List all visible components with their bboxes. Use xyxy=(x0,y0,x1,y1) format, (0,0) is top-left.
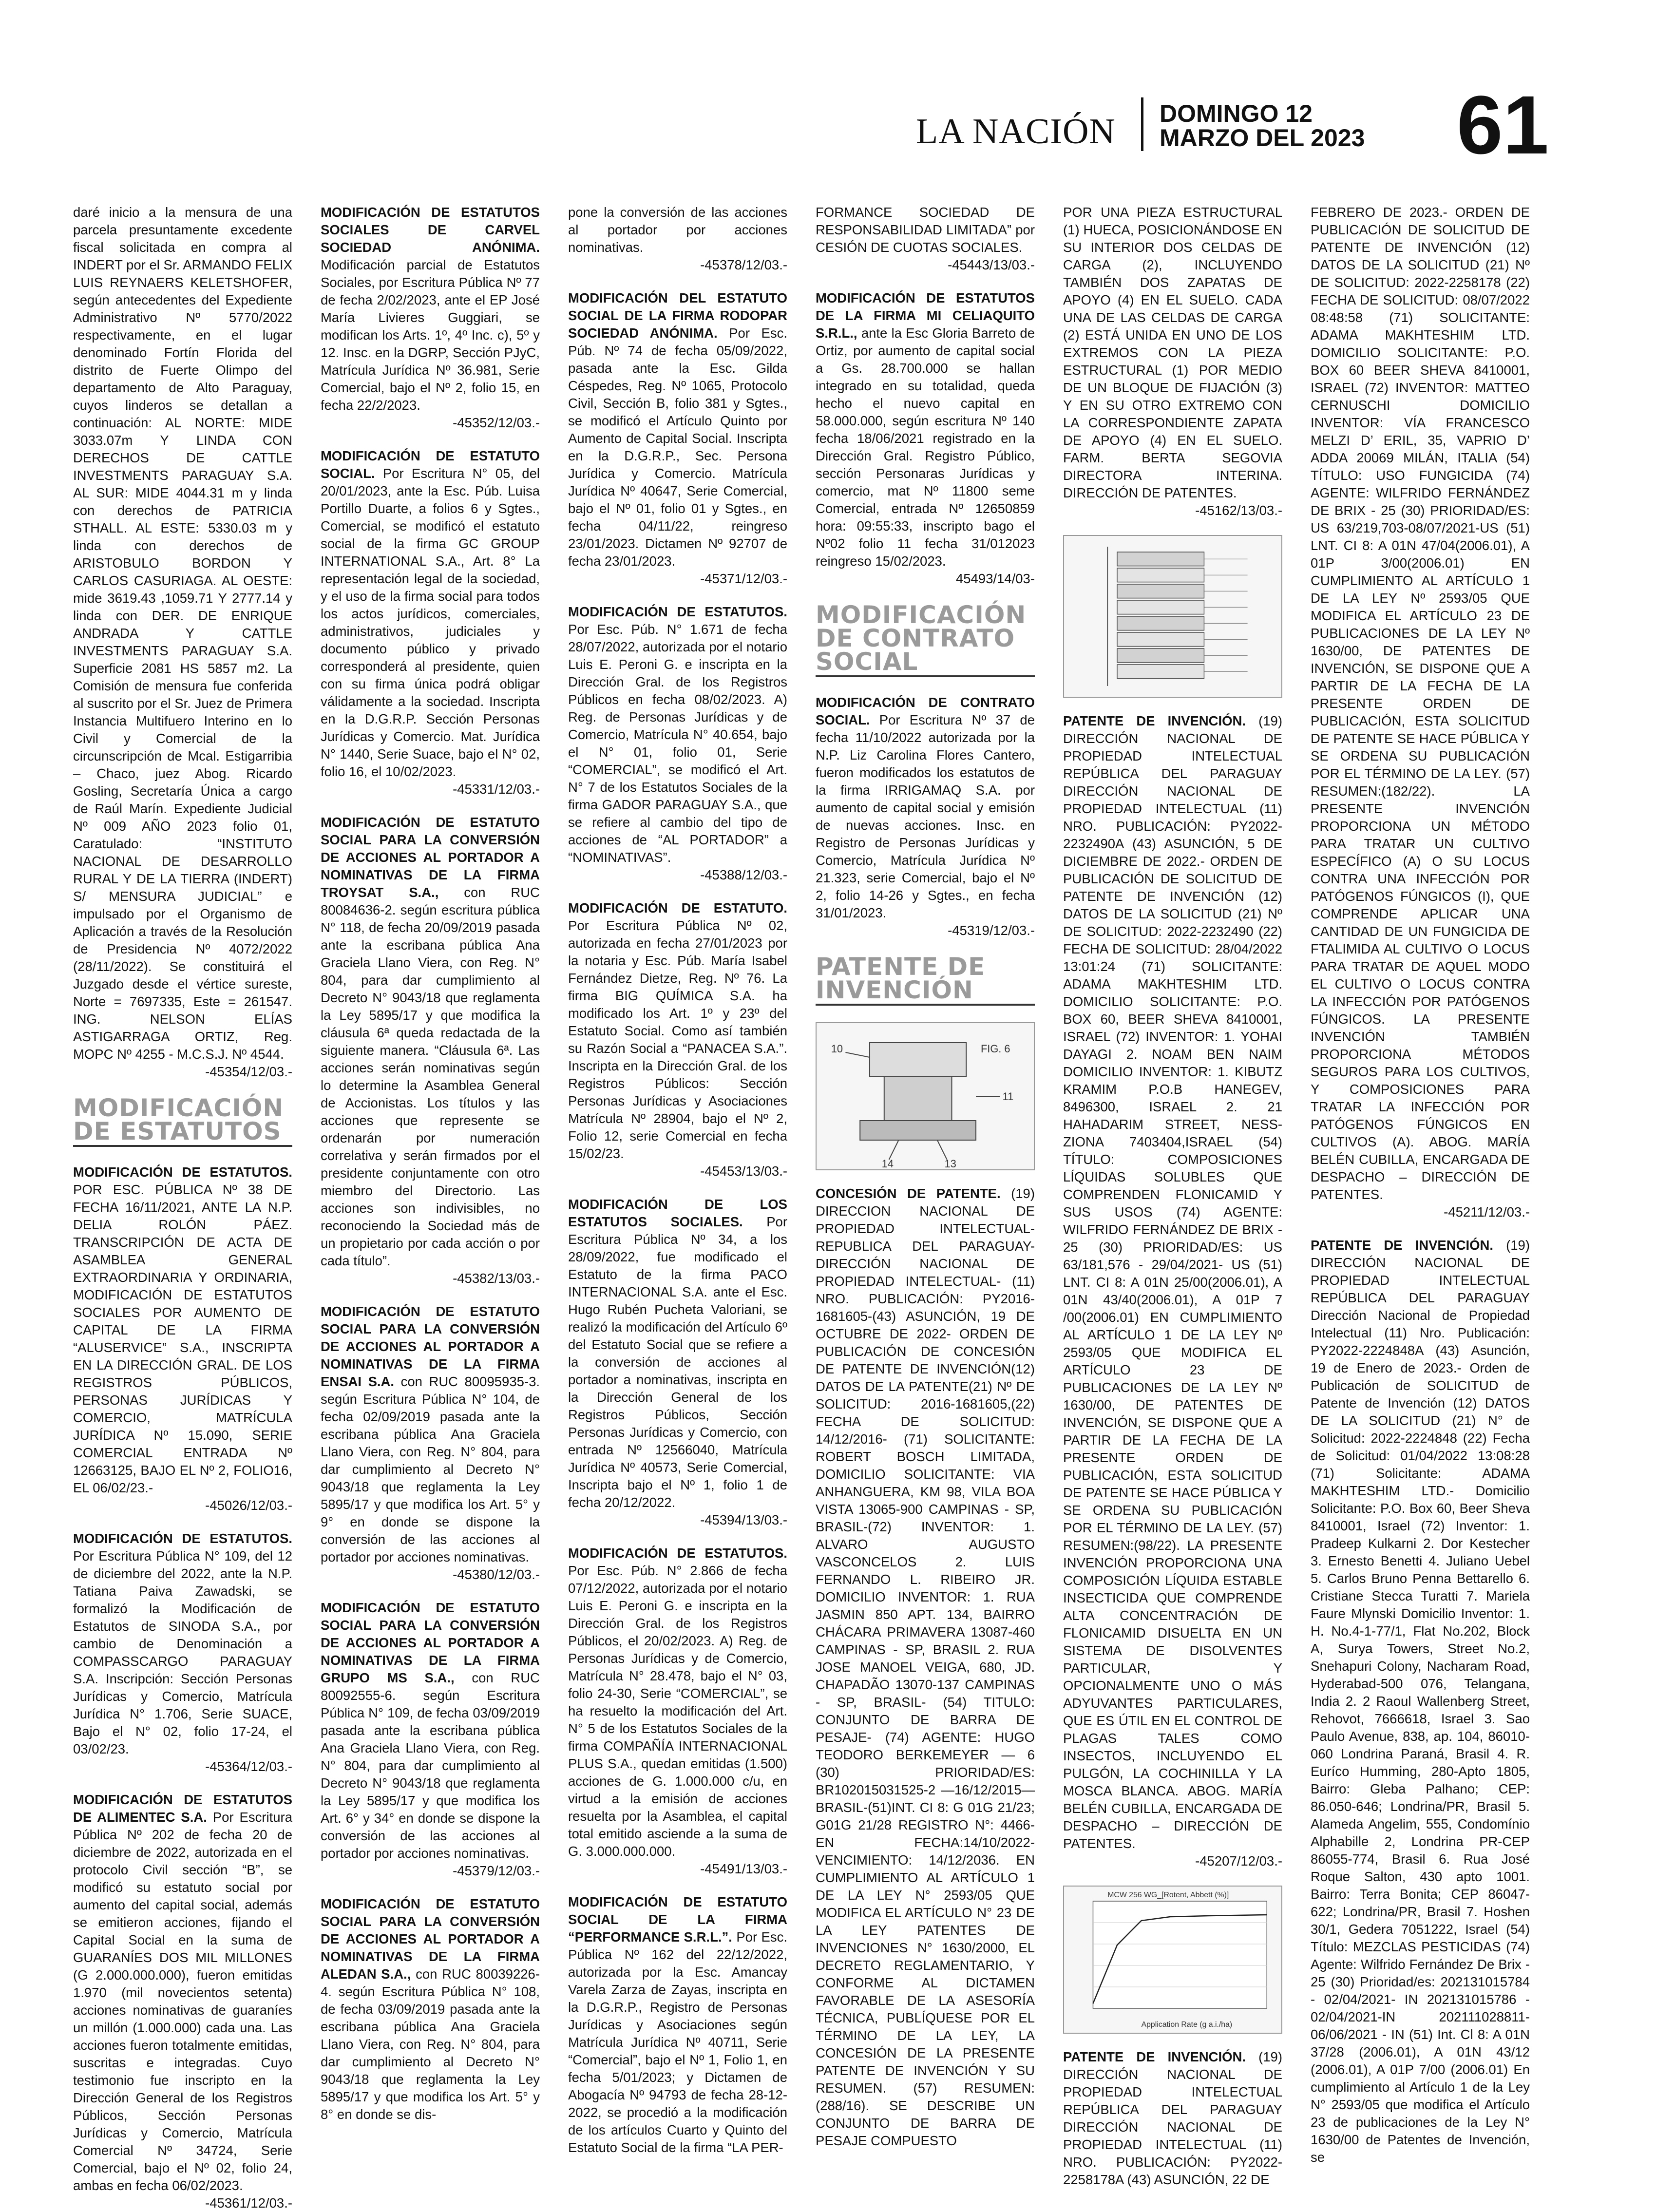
notice xyxy=(1311,1237,1530,2166)
notice-body: Por Escritura N° 05, del 20/01/2023, ante la Esc. Púb. Luisa Portillo Duarte, a folios 6 y Sgtes., Comercial, se modificó el estatuto social de la firma GC GROUP INTERNATIONAL S.A., Art. 8° La representación legal de la sociedad, y el uso de la firma social para todos los actos jurídicos, comerciales, administrativos, judiciales y documento público y privado corresponderá al presidente, quien con su firma única podrá obligar válidamente a la sociedad. Inscripta en la D.G.R.P. Sección Personas Jurídicas y Comercio. Mat. Jurídica N° 1440, Serie Suace, bajo el N° 02, folio 16, el 10/02/2023. xyxy=(321,466,540,779)
structure-layer xyxy=(1117,648,1204,663)
notice-heading: MODIFICACIÓN DE ESTATUTOS DE ALIMENTEC S.A. xyxy=(73,1792,292,1825)
notice-reference: -45026/12/03.- xyxy=(205,1498,292,1513)
figure-label: 14 xyxy=(881,1157,894,1170)
notice xyxy=(1063,712,1282,1870)
device-top-block xyxy=(870,1043,966,1077)
leader-line xyxy=(845,1052,870,1057)
weighing-device-drawing xyxy=(817,1023,1034,1169)
newspaper-name: LA NACIÓN xyxy=(916,112,1116,152)
notice-body: con RUC 80095935-3. según Escritura Pública N° 104, de fecha 02/09/2019 pasada ante la escribana pública Ana Graciela Llano Viera, con Reg. N° 804, para dar cumplimiento al Decreto N° 9043/18 que reglamenta la Ley 5895/17 y que modifica los Art. 5° y 9° en donde se dispone la conversión de las acciones al portador por acciones nominativas. xyxy=(321,1374,540,1564)
notice xyxy=(321,1303,540,1583)
notice-heading: PATENTE DE INVENCIÓN. xyxy=(1311,1238,1494,1253)
notice-body: FEBRERO DE 2023.- ORDEN DE PUBLICACIÓN DE SOLICITUD DE PATENTE DE INVENCIÓN (12) DATOS DE LA SOLICITUD (21) Nº DE SOLICITUD: 2022-2258178 (22) FECHA DE SOLICITUD: 08/07/2022 08:48:58 (71) SOLICITANTE: ADAMA MAKHTESHIM LTD. DOMICILIO SOLICITANTE: P.O. BOX 60 BEER SHEVA 8410001, ISRAEL (72) INVENTOR: MATTEO CERNUSCHI DOMICILIO INVENTOR: VÍA FRANCESCO MELZI D’ ERIL, 35, VAPRIO D’ ADDA 20069 MILÁN, ITALIA (54) TÍTULO: USO FUNGICIDA (74) AGENTE: WILFRIDO FERNÁNDEZ DE BRIX - 25 (30) PRIORIDAD/ES: US 63/219,703-08/07/2021-US (51) LNT. CI 8: A 01N 47/04(2006.01), A 01P 3/00(2006.01) EN CUMPLIMIENTO AL ARTÍCULO 1 DE LA LEY Nº 2593/05 QUE MODIFICA EL ARTÍCULO 23 DE PUBLICACIONES DE LA LEY Nº 1630/00, DE PATENTES DE INVENCIÓN, SE DISPONE QUE A PARTIR DE LA FECHA DE LA PRESENTE ORDEN DE PUBLICACIÓN, ESTA SOLICITUD DE PATENTE SE HACE PÚBLICA Y SE ORDENA SU PUBLICACIÓN POR EL TÉRMINO DE LA LEY. (57) RESUMEN:(182/22). LA PRESENTE INVENCIÓN PROPORCIONA UN MÉTODO PARA TRATAR UN CULTIVO ESPECÍFICO (A) O SU LOCUS CONTRA UNA INFECCIÓN POR PATÓGENOS FÚNGICOS (I), QUE COMPRENDE APLICAR UNA CANTIDAD DE UN FUNGICIDA DE FTALIMIDA AL CULTIVO O LOCUS PARA TRATAR DE AQUEL MODO EL CULTIVO O LOCUS CONTRA LA INFECCIÓN POR PATÓGENOS FÚNGICOS. LA PRESENTE INVENCIÓN TAMBIÉN PROPORCIONA MÉTODOS SEGUROS PARA LOS CULTIVOS, Y COMPOSICIONES PARA TRATAR LA INFECCIÓN POR PATÓGENOS FÚNGICOS EN CULTIVOS (A). ABOG. MARÍA BELÉN CUBILLA, ENCARGADA DE DESPACHO – DIRECCIÓN DE PATENTES. xyxy=(1311,205,1530,1202)
column-4 xyxy=(816,204,1035,2148)
notice-body: Por Escritura Pública Nº 34, a los 28/09/2022, fue modificado el Estatuto de la firma PACO INTERNACIONAL S.A. ante el Esc. Hugo Rubén Pucheta Valoriani, se realizó la modificación del Artículo 6º del Estatuto Social que se refiere a la conversión de acciones al portador a nominativas, inscripta en la Dirección General de los Registros Públicos, Sección Personas Jurídicas y Comercio, con entrada Nº 12566040, Matrícula Jurídica Nº 40573, Serie Comercial, Inscripta bajo el Nº 1, folio 1 de fecha 20/12/2022. xyxy=(568,1214,787,1510)
notice-body: pone la conversión de las acciones al portador por acciones nominativas. xyxy=(568,205,787,255)
notice-reference: -45388/12/03.- xyxy=(700,867,787,882)
notice xyxy=(568,204,787,274)
notice-body: con RUC 80084636-2. según escritura pública N° 118, de fecha 20/09/2019 pasada ante la escribana pública Ana Graciela Llano Viera, con Reg. N° 804, para dar cumplimiento al Decreto N° 9043/18 que reglamenta la Ley 5895/17 y que modifica la cláusula 6ª queda redactada de la siguiente manera. “Cláusula 6ª. Las acciones serán nominativas según lo determine la Asamblea General de Accionistas. Los títulos y las acciones que represente se ordenarán por numeración correlativa y serán firmados por el presidente conjuntamente con otro miembro del Directorio. Las acciones son indivisibles, no reconociendo la Sociedad más de un propietario por cada acción o por cada título”. xyxy=(321,885,540,1268)
notice-body: Por Esc. Púb. Nº 74 de fecha 05/09/2022, pasada ante la Esc. Gilda Céspedes, Reg. Nº 1065, Protocolo Civil, Sección B, folio 381 y Sgtes., se modificó el Artículo Quinto por Aumento de Capital Social. Inscripta en la D.G.R.P., Sec. Persona Jurídica y Comercio. Matrícula Jurídica Nº 40647, Serie Comercial, bajo el Nº 01, folio 01 y Sgtes., en fecha 04/11/22, reingreso 23/01/2023. Dictamen Nº 92707 de fecha 23/01/2023. xyxy=(568,325,788,569)
notice xyxy=(73,204,292,1081)
graph-frame xyxy=(1093,1901,1267,2008)
notice-heading: PATENTE DE INVENCIÓN. xyxy=(1063,713,1246,728)
stacked-structure-drawing xyxy=(1064,536,1281,697)
notice-reference: -45491/13/03.- xyxy=(700,1861,787,1876)
notice xyxy=(568,1893,787,2156)
notice-reference: -45352/12/03.- xyxy=(453,415,540,430)
notice-heading: MODIFICACIÓN DE ESTATUTOS DE LA FIRMA MI CELIAQUITO S.R.L., xyxy=(816,290,1035,341)
notice xyxy=(568,289,787,588)
notice xyxy=(73,1791,292,2212)
notice-body: POR UNA PIEZA ESTRUCTURAL (1) HUECA, POSICIONÁNDOSE EN SU INTERIOR DOS CELDAS DE CARGA (2), INCLUYENDO TAMBIÉN DOS ZAPATAS DE APOYO (4) EN EL SUELO. CADA UNA DE LAS CELDAS DE CARGA (2) ESTÁ UNIDA EN UNO DE LOS EXTREMOS CON LA PIEZA ESTRUCTURAL (1) POR MEDIO DE UN BLOQUE DE FIJACIÓN (3) Y EN SU OTRO EXTREMO CON LA CORRESPONDIENTE ZAPATA DE APOYO (4) EN EL SUELO. FARM. BERTA SEGOVIA DIRECTORA INTERINA. DIRECCIÓN DE PATENTES. xyxy=(1063,205,1282,500)
section-heading-line: DE ESTATUTOS xyxy=(73,1117,282,1145)
notice xyxy=(816,694,1035,939)
section-heading-line: SOCIAL xyxy=(816,648,918,676)
graph-title: MCW 256 WG_[Rotent, Abbett (%)] xyxy=(1107,1890,1229,1900)
figure-label: 10 xyxy=(831,1042,843,1055)
notice xyxy=(1311,204,1530,1221)
notice xyxy=(568,1545,787,1878)
notice-body: con RUC 80092555-6. según Escritura Pública N° 109, de fecha 03/09/2019 pasada ante la escribana pública Ana Graciela Llano Viera, con Reg. N° 804, para dar cumplimiento al Decreto N° 9043/18 que reglamenta la Ley 5895/17 y que modifica los Art. 6° y 34° en donde se dispone la conversión de las acciones al portador por acciones nominativas. xyxy=(321,1670,540,1861)
section-heading-line: PATENTE DE xyxy=(816,953,986,981)
notice-reference: -45394/13/03.- xyxy=(700,1512,787,1527)
section-heading-line: DE CONTRATO xyxy=(816,624,1015,652)
weighing-device-figure xyxy=(816,1022,1035,1170)
notice-heading: MODIFICACIÓN DE ESTATUTOS. xyxy=(73,1164,292,1180)
figure-label: 13 xyxy=(944,1157,956,1170)
notice xyxy=(816,289,1035,588)
section-heading-line: MODIFICACIÓN xyxy=(73,1094,284,1122)
masthead xyxy=(916,79,1588,172)
section-heading xyxy=(816,603,1035,677)
structure-layer xyxy=(1117,584,1204,598)
notice xyxy=(1063,2048,1282,2189)
notice xyxy=(568,1196,787,1529)
notice-body: (19) DIRECCIÓN NACIONAL DE PROPIEDAD INTELECTUAL REPÚBLICA DEL PARAGUAY DIRECCIÓN NACIONAL DE PROPIEDAD INTELECTUAL (11) NRO. PUBLICACIÓN: PY2022-2258178A (43) ASUNCIÓN, 22 DE xyxy=(1063,2049,1282,2187)
column-1 xyxy=(73,204,292,2211)
notice xyxy=(568,603,787,884)
notice-reference: -45453/13/03.- xyxy=(700,1163,787,1179)
notice-reference: -45162/13/03.- xyxy=(1195,503,1282,518)
notice-heading: MODIFICACIÓN DE ESTATUTO SOCIAL PARA LA CONVERSIÓN DE ACCIONES AL PORTADOR A NOMINATIVAS DE LA FIRMA ENSAI S.A. xyxy=(321,1304,540,1389)
notice-body: (19) DIRECCION NACIONAL DE PROPIEDAD INTELECTUAL-REPUBLICA DEL PARAGUAY- DIRECCIÓN NACIONAL DE PROPIEDAD INTELECTUAL- (11) NRO. PUBLICACIÓN: PY2016-1681605-(43) ASUNCIÓN, 19 DE OCTUBRE DE 2022- ORDEN DE PUBLICACIÓN DE CONCESIÓN DE PATENTE DE INVENCIÓN(12) DATOS DE LA PATENTE(21) Nº DE SOLICITUD: 2016-1681605,(22) FECHA DE SOLICITUD: 14/12/2016- (71) SOLICITANTE: ROBERT BOSCH LIMITADA, DOMICILIO SOLICITANTE: VIA ANHANGUERA, KM 98, VILA BOA VISTA 13065-900 CAMPINAS - SP, BRASIL-(72) INVENTOR: 1. ALVARO AUGUSTO VASCONCELOS 2. LUIS FERNANDO L. RIBEIRO JR. DOMICILIO INVENTOR: 1. RUA JASMIN 850 APT. 134, BAIRRO CHÁCARA PRIMAVERA 13087-460 CAMPINAS - SP, BRASIL 2. RUA JOSE MANOEL VEIGA, 680, JD. CHAPADÃO 13070-137 CAMPINAS - SP, BRASIL- (54) TITULO: CONJUNTO DE BARRA DE PESAJE- (74) AGENTE: HUGO TEODORO BERKEMEYER — 6 (30) PRIORIDAD/ES: BR102015031525-2 —16/12/2015—BRASIL-(51)INT. CI 8: G 01G 21/23; G01G 21/28 REGISTRO N°: 4466- EN FECHA:14/10/2022- VENCIMIENTO: 14/12/2036. EN CUMPLIMIENTO AL ARTÍCULO 1 DE LA LEY N° 2593/05 QUE MODIFICA EL ARTÍCULO N° 23 DE LA LEY PATENTES DE INVENCIONES N° 1630/2000, EL DECRETO REGLAMENTARIO, Y CONFORME AL DICTAMEN FAVORABLE DE LA ASESORÍA TÉCNICA, PUBLÍQUESE POR EL TÉRMINO DE LA LEY, LA CONCESIÓN DE LA PRESENTE PATENTE DE INVENCIÓN Y SU RESUMEN. (57) RESUMEN: (288/16). SE DESCRIBE UN CONJUNTO DE BARRA DE PESAJE COMPUESTO xyxy=(816,1186,1035,2148)
notice-heading: MODIFICACIÓN DE ESTATUTO SOCIAL PARA LA CONVERSIÓN DE ACCIONES AL PORTADOR A NOMINATIVAS DE LA FIRMA ALEDAN S.A., xyxy=(321,1896,540,1982)
leader-line xyxy=(937,1140,947,1160)
notice xyxy=(1063,204,1282,519)
masthead-divider xyxy=(1141,97,1143,151)
notice-body: POR ESC. PÚBLICA Nº 38 DE FECHA 16/11/2021, ANTE LA N.P. DELIA ROLÓN PÁEZ. TRANSCRIPCIÓN DE ACTA DE ASAMBLEA GENERAL EXTRAORDINARIA Y ORDINARIA, MODIFICACIÓN DE ESTATUTOS SOCIALES POR AUMENTO DE CAPITAL DE LA FIRMA “ALUSERVICE” S.A., INSCRIPTA EN LA DIRECCIÓN GRAL. DE LOS REGISTROS PÚBLICOS, PERSONAS JURÍDICAS Y COMERCIO, MATRÍCULA JURÍDICA Nº 15.090, SERIE COMERCIAL ENTRADA Nº 12663125, BAJO EL Nº 2, FOLIO16, EL 06/02/23.- xyxy=(73,1182,292,1495)
notice xyxy=(321,814,540,1287)
issue-date-day: DOMINGO 12 xyxy=(1160,100,1313,127)
notice-body: Por Escritura Nº 37 de fecha 11/10/2022 autorizada por la N.P. Liz Carolina Flores Cantero, fueron modificados los estatutos de la firma IRRIGAMAQ S.A. por aumento de capital social y emisión de nuevas acciones. Insc. en Registro de Personas Jurídicas y Comercio, Matrícula Jurídica Nº 21.323, serie Comercial, bajo el Nº 2, folio 14-26 y Sgtes., en fecha 31/01/2023. xyxy=(816,712,1035,920)
notice-heading: MODIFICACIÓN DE LOS ESTATUTOS SOCIALES. xyxy=(568,1197,787,1229)
notice-heading: MODIFICACIÓN DE ESTATUTO SOCIAL. xyxy=(321,448,540,481)
notice-reference: -45382/13/03.- xyxy=(453,1271,540,1286)
notice-heading: MODIFICACIÓN DE ESTATUTO SOCIAL PARA LA CONVERSIÓN DE ACCIONES AL PORTADOR A NOMINATIVAS DE LA FIRMA GRUPO MS S.A., xyxy=(321,1600,540,1685)
section-heading xyxy=(816,955,1035,1006)
notice-heading: MODIFICACIÓN DE ESTATUTOS. xyxy=(568,604,787,619)
column-5 xyxy=(1063,204,1282,2187)
line-graph-drawing xyxy=(1064,1887,1281,2033)
notice-body: ante la Esc Gloria Barreto de Ortiz, por aumento de capital social a Gs. 28.700.000 se hallan integrado en su totalidad, queda hecho el nuevo capital en 58.000.000, según escritura Nº 140 fecha 18/06/2021 registrado en la Dirección Gral. Registro Público, sección Personaras Jurídicas y comercio, mat Nº 11800 seme Comercial, entrada Nº 12650859 hora: 09:55:33, inscripto bago el Nº02 folio 11 fecha 31/012023 reingreso 15/02/2023. xyxy=(816,325,1035,569)
notice-heading: MODIFICACIÓN DEL ESTATUTO SOCIAL DE LA FIRMA RODOPAR SOCIEDAD ANÓNIMA. xyxy=(568,290,787,341)
notice-reference: -45361/12/03.- xyxy=(205,2195,292,2211)
figure-caption: FIG. 6 xyxy=(980,1042,1010,1055)
notice-reference: -45207/12/03.- xyxy=(1195,1853,1282,1869)
notice-heading: MODIFICACIÓN DE ESTATUTO SOCIAL DE LA FIRMA “PERFORMANCE S.R.L.”. xyxy=(568,1894,787,1945)
notice-heading: MODIFICACIÓN DE CONTRATO SOCIAL. xyxy=(816,695,1035,727)
notice-body: (19) DIRECCIÓN NACIONAL DE PROPIEDAD INTELECTUAL REPÚBLICA DEL PARAGUAY Dirección Nacional de Propiedad Intelectual (11) Nro. Publicación: PY2022-2224848A (43) Asunción, 19 de Enero de 2023.- Orden de Publicación de SOLICITUD de Patente de Invención (12) DATOS DE LA SOLICITUD (21) N° de Solicitud: 2022-2224848 (22) Fecha de Solicitud: 01/04/2022 13:08:28 (71) Solicitante: ADAMA MAKHTESHIM LTD.- Domicilio Solicitante: P.O. Box 60, Beer Sheva 8410001, Israel (72) Inventor: 1. Pradeep Kulkarni 2. Dor Kestecher 3. Ernesto Benetti 4. Juliano Uebel 5. Carlos Bruno Penna Bettarello 6. Cristiane Stecca Turatti 7. Mariela Faure Mlynski Domicilio Inventor: 1. H. No.4-1-77/1, Flat No.202, Block A, Surya Towers, Street No.2, Snehapuri Colony, Nacharam Road, Hyderabad-500 076, Telangana, India 2. 2 Raoul Wallenberg Street, Rehovot, 7666618, Israel 3. Sao Paulo Avenue, 838, ap. 104, 86010-060 Londrina Paraná, Brasil 4. R. Euríco Humming, 280-Apto 1805, Bairro: Gleba Palhano; CEP: 86.050-646; Londrina/PR, Brasil 5. Alameda Angelim, 555, Condomínio Alphabille 2, Londrina PR-CEP 86055-774, Brasil 6. Rua José Roque Salton, 430 apto 1001. Bairro: Terra Bonita; CEP 86047-622; Londrina/PR, Brasil 7. Hoshen 30/1, Gedera 7051222, Israel (54) Título: MEZCLAS PESTICIDAS (74) Agente: Wilfrido Fernández De Brix - 25 (30) Prioridad/es: 202131015784 - 02/04/2021- IN 202131015786 - 02/04/2021-IN 202111028811- 06/06/2021 - IN (51) Int. Cl 8: A 01N 37/28 (2006.01), A 01N 43/12 (2006.01), A 01P 7/00 (2006.01) En cumplimiento al Artículo 1 de la Ley N° 2593/05 que modifica el Artículo 23 de publicaciones de la Ley N° 1630/00 de Patentes de Invención, se xyxy=(1311,1238,1530,2165)
notice-heading: MODIFICACIÓN DE ESTATUTO SOCIAL PARA LA CONVERSIÓN DE ACCIONES AL PORTADOR A NOMINATIVAS DE LA FIRMA TROYSAT S.A., xyxy=(321,815,540,900)
notice-reference: -45354/12/03.- xyxy=(205,1064,292,1079)
stacked-structure-figure xyxy=(1063,535,1282,698)
notice-body: Por Escritura Pública N° 109, del 12 de diciembre del 2022, ante la N.P. Tatiana Paiva Zawadski, se formalizó la Modificación de Estatutos de SINODA S.A., por cambio de Denominación a COMPASSCARGO PARAGUAY S.A. Inscripción: Sección Personas Jurídicas y Comercio, Matrícula Jurídica N° 1.706, Serie SUACE, Bajo el N° 02, folio 17-24, el 03/02/23. xyxy=(73,1548,292,1756)
notice-heading: MODIFICACIÓN DE ESTATUTO. xyxy=(568,900,787,915)
notice-reference: -45319/12/03.- xyxy=(948,923,1035,938)
structure-layer xyxy=(1117,552,1204,566)
notice-reference: -45379/12/03.- xyxy=(453,1863,540,1878)
section-heading-line: MODIFICACIÓN xyxy=(816,601,1027,629)
notice-reference: -45443/13/03.- xyxy=(948,257,1035,272)
page-number: 61 xyxy=(1457,79,1549,172)
structure-layer xyxy=(1117,568,1204,582)
device-base xyxy=(860,1121,976,1140)
device-load-cell xyxy=(884,1077,952,1121)
notice-body: Por Esc. Púb. N° 1.671 de fecha 28/07/2022, autorizada por el notario Luis E. Peroni G. e inscripta en la Dirección Gral. de los Registros Públicos en fecha 08/02/2023. A) Reg. de Personas Jurídicas y de Comercio, Matrícula N° 40.654, bajo el N° 01, folio 01, Serie “COMERCIAL”, se modificó el Art. N° 7 de los Estatutos Sociales de la firma GADOR PARAGUAY S.A., que se refiere al cambio del tipo de acciones de “AL PORTADOR” a “NOMINATIVAS”. xyxy=(568,622,787,865)
issue-date-month: MARZO DEL 2023 xyxy=(1160,124,1365,152)
notice-reference: -45371/12/03.- xyxy=(700,571,787,586)
graph-axis-label: Application Rate (g a.i./ha) xyxy=(1141,2020,1233,2029)
notice-body: daré inicio a la mensura de una parcela presuntamente excedente fiscal solicitada en compra al INDERT por el Sr. ARMANDO FELIX LUIS REYNAERS KELETSHOFER, según antecedentes del Expediente Administrativo Nº 5770/2022 respectivamente, en el lugar denominado Fortín Florida del distrito de Fuerte Olimpo del departamento de Alto Paraguay, cuyos linderos se detallan a continuación: AL NORTE: MIDE 3033.07m Y LINDA CON DERECHOS DE CATTLE INVESTMENTS PARAGUAY S.A. AL SUR: MIDE 4044.31 m y linda con derechos de PATRICIA STHALL. AL ESTE: 5330.03 m y linda con derechos de ARISTOBULO BORDON Y CARLOS CASURIAGA. AL OESTE: mide 3619.43 ,1059.71 Y 2777.14 y linda con DER. DE ENRIQUE ANDRADA Y CATTLE INVESTMENTS PARAGUAY S.A. Superficie 2081 HS 5857 m2. La Comisión de mensura fue conferida al suscrito por el Sr. Juez de Primera Instancia Multifuero Interino en lo Civil y Comercial de la circunscripción de Mcal. Estigarribia – Chaco, juez Abog. Ricardo Gosling, Secretaría Única a cargo de Raúl Marín. Expediente Judicial Nº 009 AÑO 2023 folio 01, Caratulado: “INSTITUTO NACIONAL DE DESARROLLO RURAL Y DE LA TIERRA (INDERT) S/ MENSURA JUDICIAL” e impulsado por el Organismo de Aplicación a través de la Resolución de Presidencia Nº 4072/2022 (28/11/2022). Se constituirá el Juzgado desde el vértice sureste, Norte = 7697335, Este = 261547. ING. NELSON ELÍAS ASTIGARRAGA ORTIZ, Reg. MOPC Nº 4255 - M.C.S.J. Nº 4544. xyxy=(73,205,292,1062)
column-2 xyxy=(321,204,540,2122)
notice-body: FORMANCE SOCIEDAD DE RESPONSABILIDAD LIMITADA” por CESIÓN DE CUOTAS SOCIALES. xyxy=(816,205,1035,255)
notice xyxy=(73,1163,292,1514)
section-heading-line: INVENCIÓN xyxy=(816,976,973,1004)
notice-heading: MODIFICACIÓN DE ESTATUTOS SOCIALES DE CARVEL SOCIEDAD ANÓNIMA. xyxy=(321,205,540,255)
figure-label: 11 xyxy=(1002,1090,1014,1103)
notice-reference: -45211/12/03.- xyxy=(1444,1204,1530,1220)
notice-body: Por Escritura Pública Nº 02, autorizada en fecha 27/01/2023 por la notaria y Esc. Púb. María Isabel Fernández Dietze, Reg. Nº 76. La firma BIG QUÍMICA S.A. ha modificado los Art. 1º y 23º del Estatuto Social. Como así también su Razón Social a “PANACEA S.A.”. Inscripta en la Dirección Gral. de los Registros Públicos: Sección Personas Jurídicas y Asociaciones Matrícula Nº 28904, bajo el Nº 2, Folio 12, serie Comercial en fecha 15/02/23. xyxy=(568,918,787,1161)
structure-layer xyxy=(1117,600,1204,614)
notice-heading: MODIFICACIÓN DE ESTATUTOS. xyxy=(568,1545,787,1561)
notice xyxy=(321,1599,540,1880)
structure-layer xyxy=(1117,665,1204,679)
column-3 xyxy=(568,204,788,2155)
notice-body: (19) DIRECCIÓN NACIONAL DE PROPIEDAD INTELECTUAL REPÚBLICA DEL PARAGUAY DIRECCIÓN NACIONAL DE PROPIEDAD INTELECTUAL (11) NRO. PUBLICACIÓN: PY2022-2232490A (43) ASUNCIÓN, 5 DE DICIEMBRE DE 2022.- ORDEN DE PUBLICACIÓN DE SOLICITUD DE PATENTE DE INVENCIÓN (12) DATOS DE LA SOLICITUD (21) Nº DE SOLICITUD: 2022-2232490 (22) FECHA DE SOLICITUD: 28/04/2022 13:01:24 (71) SOLICITANTE: ADAMA MAKHTESHIM LTD. DOMICILIO SOLICITANTE: P.O. BOX 60, BEER SHEVA 8410001, ISRAEL (72) INVENTOR: 1. YOHAI DAYAGI 2. NOAM BEN NAIM DOMICILIO INVENTOR: 1. KIBUTZ KRAMIM P.O.B HANEGEV, 8496300, ISRAEL 2. 21 HAHADARIM STREET, NESS-ZIONA 7403404,ISRAEL (54) TÍTULO: COMPOSICIONES LÍQUIDAS SOLUBLES QUE COMPRENDEN FLONICAMID Y SUS USOS (74) AGENTE: WILFRIDO FERNÁNDEZ DE BRIX - 25 (30) PRIORIDAD/ES: US 63/181,576 - 29/04/2021- US (51) LNT. CI 8: A 01N 25/00(2006.01), A 01N 43/40(2006.01), A 01P 7 /00(2006.01) EN CUMPLIMIENTO AL ARTÍCULO 1 DE LA LEY Nº 2593/05 QUE MODIFICA EL ARTÍCULO 23 DE PUBLICACIONES DE LA LEY Nº 1630/00, DE PATENTES DE INVENCIÓN, SE DISPONE QUE A PARTIR DE LA FECHA DE LA PRESENTE ORDEN DE PUBLICACIÓN, ESTA SOLICITUD DE PATENTE SE HACE PÚBLICA Y SE ORDENA SU PUBLICACIÓN POR EL TÉRMINO DE LA LEY. (57) RESUMEN:(98/22). LA PRESENTE INVENCIÓN PROPORCIONA UNA COMPOSICIÓN LÍQUIDA ESTABLE INSECTICIDA QUE COMPRENDE ALTA CONCENTRACIÓN DE FLONICAMID DISUELTA EN UN SISTEMA DE DISOLVENTES PARTICULAR, Y OPCIONALMENTE UNO O MÁS ADYUVANTES PARTICULARES, QUE ES ÚTIL EN EL CONTROL DE PLAGAS TALES COMO INSECTOS, INCLUYENDO EL PULGÓN, LA COCHINILLA Y LA MOSCA BLANCA. ABOG. MARÍA BELÉN CUBILLA, ENCARGADA DE DESPACHO – DIRECCIÓN DE PATENTES. xyxy=(1063,713,1282,1851)
notice xyxy=(321,447,540,798)
notice-reference: -45378/12/03.- xyxy=(700,257,787,272)
notice xyxy=(73,1530,292,1775)
notice-reference: -45331/12/03.- xyxy=(453,782,540,797)
notice-body: Por Esc. Pública Nº 162 del 22/12/2022, autorizada por la Esc. Amancay Varela Zarza de Zayas, inscripta en la D.G.R.P., Registro de Personas Jurídicas y Asociaciones según Matrícula Jurídica Nº 40711, Serie “Comercial”, bajo el Nº 1, Folio 1, en fecha 5/01/2023; y Dictamen de Abogacía Nº 94793 de fecha 28-12-2022, se procedió a la modificación de los artículos Cuarto y Quinto del Estatuto Social de la firma “LA PER- xyxy=(568,1929,788,2155)
section-heading xyxy=(73,1096,292,1147)
notice xyxy=(321,204,540,432)
notice xyxy=(568,899,787,1180)
notice-heading: PATENTE DE INVENCIÓN. xyxy=(1063,2049,1246,2064)
notice-body: Modificación parcial de Estatutos Sociales, por Escritura Pública Nº 77 de fecha 2/02/2023, ante el EP José María Livieres Guggiari, se modifican los Arts. 1º, 4º Inc. c), 5º y 12. Insc. en la DGRP, Sección PJyC, Matrícula Jurídica Nº 36.981, Serie Comercial, bajo el Nº 2, folio 15, en fecha 22/2/2023. xyxy=(321,257,540,413)
notice-body: Por Esc. Púb. N° 2.866 de fecha 07/12/2022, autorizada por el notario Luis E. Peroni G. e inscripta en la Dirección Gral. de los Registros Públicos, el 20/02/2023. A) Reg. de Personas Jurídicas y de Comercio, Matrícula N° 28.478, bajo el N° 03, folio 24-30, Serie “COMERCIAL”, se ha resuelto la modificación del Art. N° 5 de los Estatutos Sociales de la firma COMPAÑÍA INTERNACIONAL PLUS S.A., quedan emitidas (1.500) acciones de G. 1.000.000 c/u, en virtud a la emisión de acciones resuelta por la Asamblea, el capital total emitido asciende a la suma de G. 3.000.000.000. xyxy=(568,1563,787,1859)
notice-heading: MODIFICACIÓN DE ESTATUTOS. xyxy=(73,1531,292,1546)
column-6 xyxy=(1311,204,1530,2165)
notice-body: con RUC 80039226-4. según Escritura Pública N° 108, de fecha 03/09/2019 pasada ante la escribana pública Ana Graciela Llano Viera, con Reg. N° 804, para dar cumplimiento al Decreto N° 9043/18 que reglamenta la Ley 5895/17 y que modifica los Art. 5° y 8° en donde se dis- xyxy=(321,1966,540,2122)
notice-reference: 45493/14/03- xyxy=(955,571,1035,586)
notice-heading: CONCESIÓN DE PATENTE. xyxy=(816,1186,1001,1201)
structure-layer xyxy=(1117,616,1204,630)
line-graph-figure xyxy=(1063,1886,1282,2034)
structure-layer xyxy=(1117,632,1204,647)
leader-line xyxy=(889,1140,899,1160)
issue-date xyxy=(1160,101,1365,150)
notice-reference: -45380/12/03.- xyxy=(453,1567,540,1582)
notice xyxy=(321,1895,540,2123)
notice xyxy=(816,204,1035,274)
notice-reference: -45364/12/03.- xyxy=(205,1759,292,1774)
notice-body: Por Escritura Pública Nº 202 de fecha 20 de diciembre de 2022, autorizada en el protocolo Civil sección “B”, se modificó su estatuto social por aumento del capital social, además se emitieron acciones, fijando el Capital Social en la suma de GUARANÍES DOS MIL MILLONES (G 2.000.000.000), fueron emitidas 1.970 (mil novecientos setenta) acciones nominativas de guaraníes un millón (1.000.000) cada una. Las acciones fueron totalmente emitidas, suscritas e integradas. Cuyo testimonio fue inscripto en la Dirección General de los Registros Públicos, Sección Personas Jurídicas y Comercio, Matrícula Comercial Nº 34724, Serie Comercial, bajo el Nº 02, folio 24, ambas en fecha 06/02/2023. xyxy=(73,1810,292,2193)
notice xyxy=(816,1185,1035,2150)
